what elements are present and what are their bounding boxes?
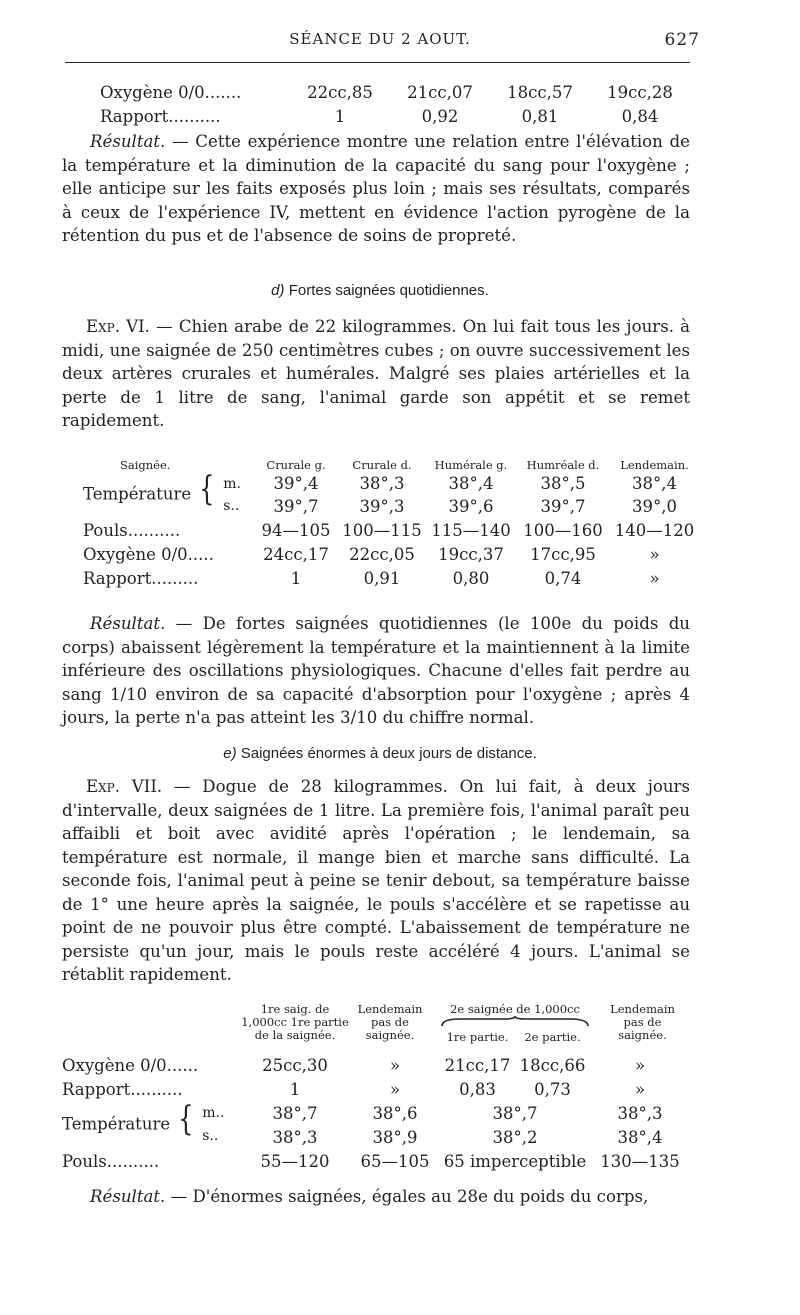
column-header: Crurale g. [266,458,326,472]
table-cell: 1 [334,106,346,126]
table-row [100,104,690,128]
row-label: Température [83,484,192,504]
table-cell: 25cc,30 [262,1055,328,1075]
experiment-6-paragraph [62,315,690,433]
table-cell: 0,80 [452,568,490,588]
table-cell: 38°,7 [492,1103,538,1123]
table-cell: 22cc,05 [349,544,415,564]
table-cell: 0,81 [521,106,559,126]
row-label: Rapport.......... [62,1079,183,1099]
table-row [100,80,690,104]
table-cell: 39°,6 [448,497,494,516]
table-cell: 65 imperceptible [443,1151,587,1171]
table-cell: » [649,568,660,588]
table-cell: 115—140 [431,520,511,540]
experiment-label: Exp. VI. [86,317,150,336]
experiment-6-table [75,450,700,590]
running-head-title: SÉANCE DU 2 AOUT. [289,30,471,48]
table-cell: 38°,3 [617,1103,663,1123]
column-header: Lendemain pas de saignée. [610,1002,675,1042]
table-cell: 1 [289,1079,301,1099]
table-cell: 38°,7 [272,1103,318,1123]
table-cell: 19cc,28 [607,82,673,102]
row-label: Oxygène 0/0...... [62,1055,199,1075]
table-cell: 100—160 [523,520,603,540]
table-cell: 94—105 [261,520,331,540]
sub-label: m. [223,476,241,492]
result-lead: Résultat. [90,132,166,151]
table-cell: 0,91 [363,568,401,588]
table-cell: 22cc,85 [307,82,373,102]
column-header: Humréale d. [526,458,600,472]
sub-label: m.. [202,1105,225,1121]
table-header-row [75,450,700,472]
table-row [75,472,700,495]
result-paragraph-1 [62,130,690,248]
table-cell: 38°,4 [617,1127,663,1147]
table-cell: 18cc,66 [519,1055,586,1075]
table-cell: 0,92 [421,106,459,126]
section-letter: d) [271,282,285,299]
table-cell: 39°,0 [632,497,677,516]
brace-icon: { [178,1098,194,1139]
table-row [62,1077,690,1101]
table-cell: 21cc,17 [444,1055,511,1075]
column-header: 2e saignée de 1,000cc [450,1002,580,1016]
table-row [75,566,700,590]
result-paragraph-2 [62,612,690,730]
section-heading-d [60,282,700,299]
table-cell: 55—120 [260,1151,330,1171]
table-cell: 0,84 [621,106,659,126]
table-row [62,1053,690,1077]
row-label: Oxygène 0/0..... [83,544,214,564]
result-text: — De fortes saignées quotidiennes (le 100e du poids du corps) abaissent légèrement la température et la maintiennent à la limite inférieure des oscillations physiologiques. Chacune d'elles fait perdre au sang 1/10 environ de sa capacité d'absorption pour l'oxygène ; après 4 jours, la perte n'a pas atteint les 3/10 du chiffre normal. [62,614,690,727]
row-label: Pouls.......... [62,1151,160,1171]
table-cell: » [634,1055,646,1075]
table-row [62,1101,690,1125]
table-cell: 38°,4 [448,474,494,493]
temperature-label-cell [62,1098,240,1149]
sub-label: s.. [202,1128,219,1144]
table-cell: 39°,4 [273,474,319,493]
column-header: Humérale g. [434,458,508,472]
result-paragraph-3 [62,1185,690,1209]
table-cell: » [634,1079,646,1099]
table-cell: 17cc,95 [530,544,596,564]
table-cell: 140—120 [614,520,695,540]
experiment-text: — Chien arabe de 22 kilogrammes. On lui fait tous les jours. à midi, une saignée de 250 centimètres cubes ; on ouvre successivement les deux artères crurales et humérales. Malgré ses plaies artérielles et la perte de 1 litre de sang, l'animal garde son appétit et se remet rapidement. [62,317,691,430]
column-header: Saignée. [120,458,171,472]
experiment-label: Exp. VII. [86,777,163,796]
running-head [60,30,700,54]
column-header: Crurale d. [352,458,412,472]
section-heading-e [60,745,700,762]
column-header: 1re partie. [446,1030,509,1044]
column-header: Lendemain pas de saignée. [357,1002,423,1042]
temperature-label-cell [75,468,253,518]
section-title: Saignées énormes à deux jours de distance. [240,745,537,762]
row-label: Oxygène 0/0....... [100,82,242,102]
result-text: — Cette expérience montre une relation entre l'élévation de la température et la diminution de la capacité du sang pour l'oxygène ; elle anticipe sur les faits exposés plus loin ; mais ses résultats, comparés à ceux de l'expérience IV, mettent en évidence l'action pyrogène de la rétention du pus et de l'absence de soins de propreté. [62,132,690,245]
experiment-7-table [62,1053,690,1173]
table-row [75,518,700,542]
table-cell: 39°,7 [540,497,586,516]
experiment-7-paragraph [62,775,690,987]
table-cell: 1 [290,568,302,588]
table-cell: 39°,7 [273,497,319,516]
table-cell: » [389,1055,401,1075]
table-cell: 100—115 [342,520,422,540]
page-number: 627 [664,30,700,50]
table-row [75,542,700,566]
table-cell: 38°,3 [359,474,405,493]
table-cell: 39°,3 [359,497,405,516]
table-cell: » [649,544,660,564]
table-cell: 19cc,37 [438,544,504,564]
header-rule [65,62,690,63]
table-cell: 65—105 [360,1151,430,1171]
section-title: Fortes saignées quotidiennes. [288,282,489,299]
row-label: Température [62,1114,171,1134]
row-label: Rapport......... [83,568,199,588]
table-cell: 130—135 [600,1151,680,1171]
brace-icon: { [199,468,215,509]
table-cell: 0,73 [534,1079,571,1099]
table-row [62,1149,690,1173]
result-lead: Résultat. [90,1187,166,1206]
table-cell: 38°,4 [632,474,677,493]
table-cell: 24cc,17 [263,544,329,564]
table-cell: 38°,3 [272,1127,318,1147]
column-header: 2e partie. [524,1030,581,1044]
section-letter: e) [223,745,237,762]
table-cell: 21cc,07 [407,82,473,102]
row-label: Rapport.......... [100,106,221,126]
table-cell: 38°,5 [540,474,586,493]
brace-sublabels [223,473,241,517]
table-cell: 38°,9 [372,1127,418,1147]
table-cell: 0,83 [459,1079,496,1099]
header-brace-icon [440,1016,590,1028]
table-cell: 38°,2 [492,1127,538,1147]
column-header: 1re saig. de 1,000cc 1re partie de la saignée. [241,1002,349,1042]
table-cell: 38°,6 [372,1103,418,1123]
result-text: — D'énormes saignées, égales au 28e du poids du corps, [165,1187,649,1206]
brace-sublabels [202,1102,224,1148]
table-cell: 0,74 [544,568,582,588]
top-table [100,80,690,128]
result-lead: Résultat. [90,614,166,633]
experiment-text: — Dogue de 28 kilogrammes. On lui fait, à deux jours d'intervalle, deux saignées de 1 litre. La première fois, l'animal paraît peu affaibli et boit avec avidité après l'opération ; le lendemain, sa température est normale, il mange bien et marche sans difficulté. La seconde fois, l'animal peut à peine se tenir debout, sa température baisse de 1° une heure après la saignée, le pouls s'accélère et se rapetisse au point de ne pouvoir plus être compté. L'abaissement de température ne persiste qu'un jour, mais le pouls reste accéléré 4 jours. L'animal se rétablit rapidement. [62,777,690,984]
table-cell: 18cc,57 [507,82,573,102]
column-header: Lendemain. [620,458,689,472]
row-label: Pouls.......... [83,520,181,540]
sub-label: s.. [223,498,240,514]
table-cell: » [389,1079,401,1099]
